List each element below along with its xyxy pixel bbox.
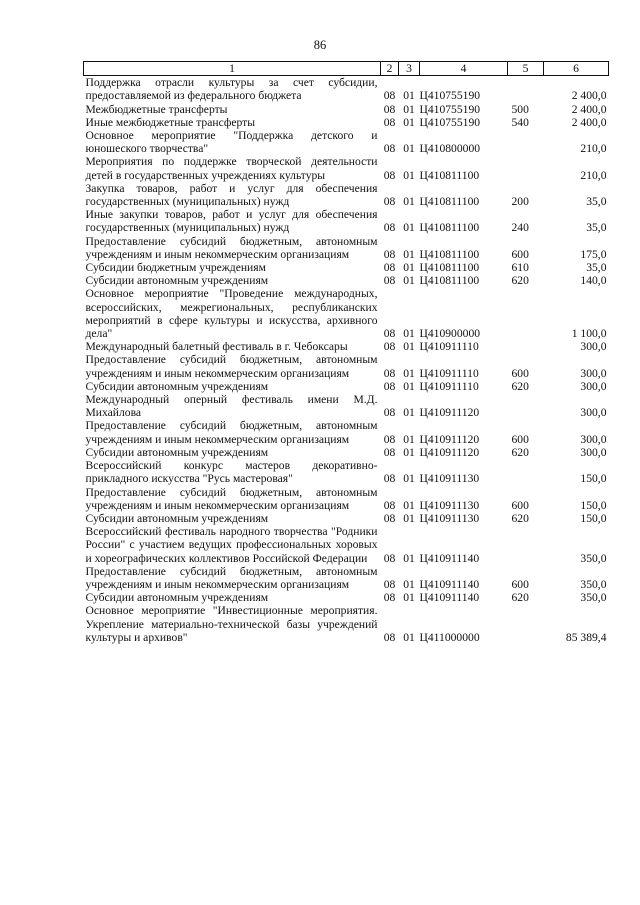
- row-subsection: 01: [403, 168, 415, 182]
- row-subsection: 01: [403, 261, 415, 275]
- row-section: 08: [383, 195, 396, 209]
- row-target-code: Ц410911110: [419, 379, 479, 393]
- row-amount: 35,0: [586, 195, 607, 209]
- row-expense-type: 200: [511, 195, 529, 209]
- row-subsection: 01: [403, 366, 415, 380]
- row-subsection: 01: [403, 591, 415, 605]
- row-section: 08: [383, 274, 396, 288]
- table-row: [84, 446, 609, 459]
- row-subsection: 01: [403, 89, 415, 103]
- row-amount: 300,0: [580, 379, 607, 393]
- row-target-code: Ц410900000: [419, 327, 481, 341]
- row-expense-type: [508, 287, 544, 340]
- table-row: [84, 419, 609, 445]
- row-expense-type: [508, 393, 544, 419]
- row-subsection: 01: [403, 432, 415, 446]
- row-section: 08: [383, 577, 396, 591]
- row-target-code: Ц410911110: [419, 366, 479, 380]
- row-name: Основное мероприятие "Поддержка детского и юношеского творчества": [85, 129, 378, 156]
- row-section: 08: [383, 498, 396, 512]
- table-row: [84, 103, 609, 116]
- row-amount: 300,0: [580, 445, 607, 459]
- row-section: 08: [383, 432, 396, 446]
- row-target-code: Ц410755190: [419, 115, 481, 129]
- row-amount: 350,0: [580, 591, 607, 605]
- row-target-code: Ц410811100: [419, 274, 480, 288]
- row-amount: 2 400,0: [571, 115, 607, 129]
- row-expense-type: [508, 459, 544, 485]
- row-section: 08: [383, 89, 396, 103]
- row-target-code: Ц410911130: [419, 511, 480, 525]
- row-subsection: 01: [403, 195, 415, 209]
- row-section: 08: [383, 445, 396, 459]
- row-expense-type: [508, 525, 544, 565]
- row-section: 08: [383, 551, 396, 565]
- row-name: Субсидии бюджетным учреждениям: [85, 261, 266, 275]
- row-target-code: Ц410911120: [419, 406, 480, 420]
- row-section: 08: [383, 630, 396, 644]
- table-row: [84, 129, 609, 155]
- row-subsection: 01: [403, 551, 415, 565]
- table-row: [84, 393, 609, 419]
- row-section: 08: [383, 340, 396, 354]
- row-section: 08: [383, 115, 396, 129]
- row-section: 08: [383, 102, 396, 116]
- table-row: [84, 340, 609, 353]
- column-header-target-code: 4: [420, 62, 508, 76]
- row-amount: 150,0: [580, 498, 607, 512]
- row-section: 08: [383, 511, 396, 525]
- table-header: [84, 62, 609, 76]
- row-subsection: 01: [403, 379, 415, 393]
- row-subsection: 01: [403, 498, 415, 512]
- row-name: Предоставление субсидий бюджетным, автономным учреждениям и иным некоммерческим организациям: [85, 419, 378, 446]
- row-target-code: Ц410911140: [419, 551, 480, 565]
- table-row: [84, 353, 609, 379]
- row-name: Иные закупки товаров, работ и услуг для обеспечения государственных (муниципальных) нужд: [85, 208, 378, 235]
- row-target-code: Ц410911140: [419, 577, 480, 591]
- row-subsection: 01: [403, 327, 415, 341]
- table-row: [84, 604, 609, 644]
- row-expense-type: [508, 76, 544, 103]
- row-section: 08: [383, 366, 396, 380]
- row-section: 08: [383, 221, 396, 235]
- row-expense-type: 620: [511, 445, 529, 459]
- row-amount: 150,0: [580, 511, 607, 525]
- table-row: [84, 208, 609, 234]
- row-subsection: 01: [403, 247, 415, 261]
- row-section: 08: [383, 261, 396, 275]
- table-row: [84, 459, 609, 485]
- row-section: 08: [383, 379, 396, 393]
- row-name: Предоставление субсидий бюджетным, автономным учреждениям и иным некоммерческим организациям: [85, 353, 378, 380]
- row-amount: 35,0: [586, 221, 607, 235]
- table-row: [84, 287, 609, 340]
- row-amount: 85 389,4: [565, 630, 607, 644]
- table-row: [84, 235, 609, 261]
- row-expense-type: 500: [511, 102, 529, 116]
- row-expense-type: 620: [511, 274, 529, 288]
- row-subsection: 01: [403, 142, 415, 156]
- row-amount: 1 100,0: [571, 327, 607, 341]
- row-name: Основное мероприятие "Проведение международных, всероссийских, межрегиональных, республиканских мероприятий в сфере культуры и искусства, архивного дела": [85, 287, 378, 341]
- row-section: 08: [383, 142, 396, 156]
- row-name: Субсидии автономным учреждениям: [85, 445, 269, 459]
- row-target-code: Ц410911130: [419, 472, 480, 486]
- row-expense-type: [508, 155, 544, 181]
- row-target-code: Ц410811100: [419, 221, 480, 235]
- table-row: [84, 261, 609, 274]
- row-section: 08: [383, 168, 396, 182]
- row-expense-type: 610: [511, 261, 529, 275]
- row-name: Предоставление субсидий бюджетным, автономным учреждениям и иным некоммерческим организациям: [85, 564, 378, 591]
- row-expense-type: [508, 604, 544, 644]
- column-header-amount: 6: [544, 62, 609, 76]
- row-name: Поддержка отрасли культуры за счет субсидии, предоставляемой из федерального бюджета: [85, 76, 378, 103]
- row-section: 08: [383, 327, 396, 341]
- row-subsection: 01: [403, 406, 415, 420]
- row-amount: 2 400,0: [571, 102, 607, 116]
- row-name: Международный балетный фестиваль в г. Чебоксары: [85, 340, 348, 354]
- table-body: [84, 76, 609, 644]
- row-subsection: 01: [403, 511, 415, 525]
- row-expense-type: 600: [511, 366, 529, 380]
- column-header-name: 1: [84, 62, 381, 76]
- row-section: 08: [383, 406, 396, 420]
- row-expense-type: 600: [511, 498, 529, 512]
- row-amount: 350,0: [580, 551, 607, 565]
- table-row: [84, 565, 609, 591]
- row-subsection: 01: [403, 115, 415, 129]
- row-amount: 350,0: [580, 577, 607, 591]
- row-amount: 150,0: [580, 472, 607, 486]
- table-row: [84, 274, 609, 287]
- row-amount: 140,0: [580, 274, 607, 288]
- row-amount: 300,0: [580, 406, 607, 420]
- row-subsection: 01: [403, 102, 415, 116]
- row-subsection: 01: [403, 221, 415, 235]
- table-row: [84, 591, 609, 604]
- row-expense-type: [508, 129, 544, 155]
- table-row: [84, 525, 609, 565]
- row-target-code: Ц410911140: [419, 591, 480, 605]
- row-subsection: 01: [403, 274, 415, 288]
- column-header-subsection: 3: [399, 62, 420, 76]
- row-expense-type: 620: [511, 511, 529, 525]
- row-amount: 210,0: [580, 168, 607, 182]
- row-expense-type: 240: [511, 221, 529, 235]
- table-row: [84, 486, 609, 512]
- row-amount: 300,0: [580, 366, 607, 380]
- row-name: Субсидии автономным учреждениям: [85, 591, 269, 605]
- row-section: 08: [383, 591, 396, 605]
- row-target-code: Ц410911120: [419, 445, 480, 459]
- row-expense-type: 620: [511, 591, 529, 605]
- table-row: [84, 380, 609, 393]
- row-amount: 300,0: [580, 432, 607, 446]
- row-name: Всероссийский конкурс мастеров декоративно-прикладного искусства "Русь мастеровая": [85, 459, 378, 486]
- row-amount: 2 400,0: [571, 89, 607, 103]
- row-target-code: Ц410755190: [419, 89, 481, 103]
- row-target-code: Ц410811100: [419, 261, 480, 275]
- row-amount: 175,0: [580, 247, 607, 261]
- row-target-code: Ц410911110: [419, 340, 479, 354]
- row-name: Предоставление субсидий бюджетным, автономным учреждениям и иным некоммерческим организациям: [85, 234, 378, 261]
- row-section: 08: [383, 472, 396, 486]
- row-name: Закупка товаров, работ и услуг для обеспечения государственных (муниципальных) нужд: [85, 181, 378, 209]
- row-name: Мероприятия по поддержке творческой деятельности детей в государственных учреждениях культуры: [85, 155, 378, 182]
- row-amount: 210,0: [580, 142, 607, 156]
- row-expense-type: [508, 340, 544, 353]
- row-amount: 300,0: [580, 340, 607, 354]
- budget-table: [83, 61, 609, 644]
- row-name: Субсидии автономным учреждениям: [85, 379, 269, 393]
- table-row: [84, 116, 609, 129]
- row-expense-type: 600: [511, 432, 529, 446]
- row-name: Субсидии автономным учреждениям: [85, 274, 269, 288]
- row-amount: 35,0: [586, 261, 607, 275]
- row-subsection: 01: [403, 630, 415, 644]
- table-row: [84, 155, 609, 181]
- column-header-expense-type: 5: [508, 62, 544, 76]
- row-subsection: 01: [403, 445, 415, 459]
- row-expense-type: 600: [511, 577, 529, 591]
- table-row: [84, 182, 609, 208]
- page-number: 86: [313, 38, 327, 52]
- row-target-code: Ц410811100: [419, 195, 480, 209]
- column-header-section: 2: [381, 62, 399, 76]
- row-subsection: 01: [403, 472, 415, 486]
- row-subsection: 01: [403, 340, 415, 354]
- row-name: Иные межбюджетные трансферты: [85, 115, 256, 129]
- row-target-code: Ц410911120: [419, 432, 480, 446]
- row-expense-type: 540: [511, 115, 529, 129]
- row-name: Предоставление субсидий бюджетным, автономным учреждениям и иным некоммерческим организациям: [85, 485, 378, 512]
- row-expense-type: 600: [511, 247, 529, 261]
- row-section: 08: [383, 247, 396, 261]
- row-name: Межбюджетные трансферты: [85, 102, 228, 116]
- row-expense-type: 620: [511, 379, 529, 393]
- row-name: Всероссийский фестиваль народного творчества "Родники России" с участием ведущих профессиональных хоровых и хореографических коллективов Российской Федерации: [85, 525, 378, 565]
- row-name: Международный оперный фестиваль имени М.Д. Михайлова: [85, 393, 378, 420]
- row-target-code: Ц410811100: [419, 247, 480, 261]
- row-target-code: Ц410811100: [419, 168, 480, 182]
- row-name: Субсидии автономным учреждениям: [85, 511, 269, 525]
- row-target-code: Ц411000000: [419, 630, 480, 644]
- table-row: [84, 76, 609, 103]
- row-target-code: Ц410800000: [419, 142, 481, 156]
- row-target-code: Ц410755190: [419, 102, 481, 116]
- row-subsection: 01: [403, 577, 415, 591]
- row-name: Основное мероприятие "Инвестиционные мероприятия. Укрепление материально-технической базы учреждений культуры и архивов": [85, 604, 378, 644]
- table-row: [84, 512, 609, 525]
- row-target-code: Ц410911130: [419, 498, 480, 512]
